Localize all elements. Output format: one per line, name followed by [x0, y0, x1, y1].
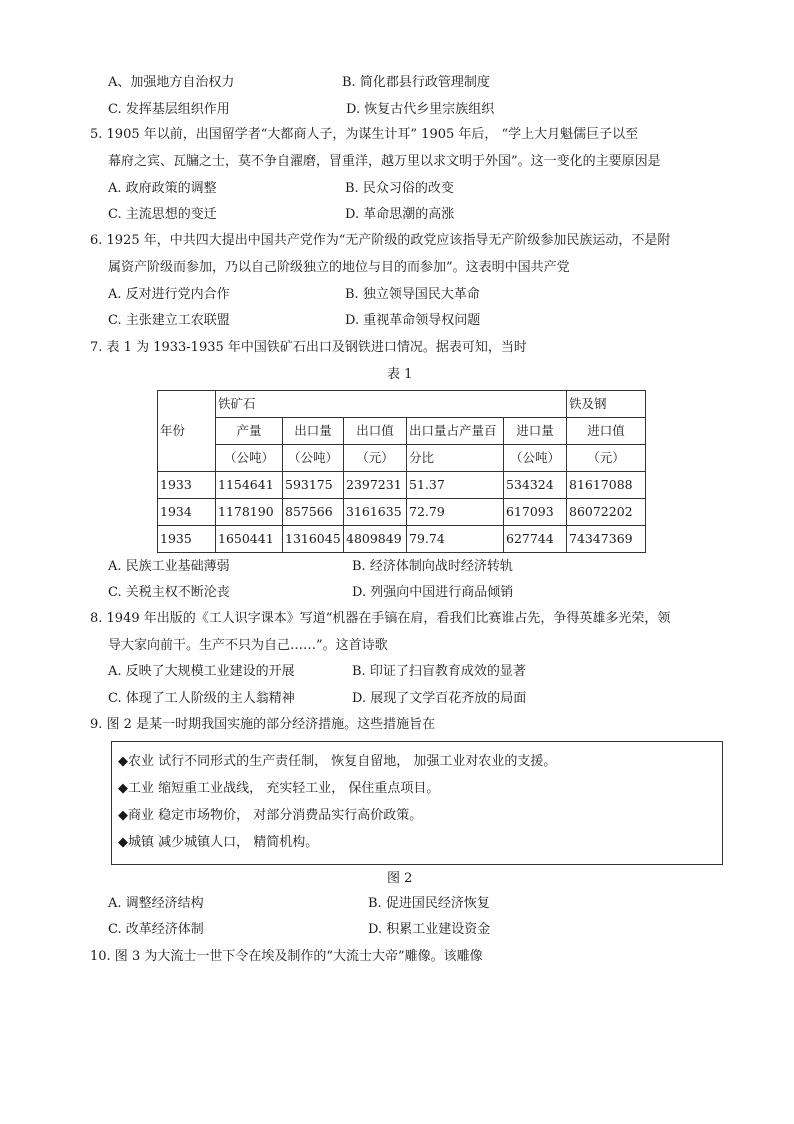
q4-option-c: C. 发挥基层组织作用: [108, 102, 230, 117]
table1-cell: 86072202: [567, 499, 646, 526]
table1-cell: 3161635: [344, 499, 407, 526]
table1-header-ratio: 出口量占产量百: [407, 418, 504, 445]
q7-option-b: B. 经济体制向战时经济转轨: [352, 559, 513, 574]
table1-unit-import-val: （元）: [567, 445, 646, 472]
table1-cell: 1316045: [283, 526, 344, 553]
table1-header-export-qty: 出口量: [283, 418, 344, 445]
table1-cell: 617093: [504, 499, 567, 526]
q6-option-c: C. 主张建立工农联盟: [108, 313, 230, 328]
figure2-line-commerce: ◆商业 稳定市场物价， 对部分消费品实行高价政策。: [118, 808, 423, 823]
q9-option-a: A. 调整经济结构: [108, 896, 204, 911]
q6-stem-line2: 属资产阶级而参加，乃以自己阶级独立的地位与目的而参加”。这表明中国共产党: [108, 260, 570, 275]
table1-unit-import-qty: （公吨）: [504, 445, 567, 472]
table1-cell: 1154641: [216, 472, 283, 499]
table1-cell: 2397231: [344, 472, 407, 499]
table1-header-output: 产量: [216, 418, 283, 445]
q6-option-b: B. 独立领导国民大革命: [345, 287, 480, 302]
table1-cell: 4809849: [344, 526, 407, 553]
q9-option-b: B. 促进国民经济恢复: [368, 896, 490, 911]
table1-cell: 857566: [283, 499, 344, 526]
table1-cell: 1934: [158, 499, 216, 526]
table-row: [158, 499, 646, 526]
table1-cell: 72.79: [407, 499, 504, 526]
table1-unit-ratio: 分比: [407, 445, 504, 472]
figure2-line-industry: ◆工业 缩短重工业战线， 充实轻工业， 保住重点项目。: [118, 781, 440, 796]
q8-option-a: A. 反映了大规模工业建设的开展: [108, 664, 295, 679]
table1-header-import-val: 进口值: [567, 418, 646, 445]
table1-cell: 81617088: [567, 472, 646, 499]
figure2-line-agriculture: ◆农业 试行不同形式的生产责任制， 恢复自留地， 加强工业对农业的支援。: [118, 754, 557, 769]
q5-option-b: B. 民众习俗的改变: [345, 181, 454, 196]
q8-stem-line1: 8. 1949 年出版的《工人识字课本》写道“机器在手镐在肩，看我们比赛谁占先，争得英雄多光荣，领: [90, 611, 671, 626]
table-row: [158, 526, 646, 553]
table1-group-iron-steel: 铁及钢: [567, 391, 646, 418]
q6-stem-line1: 6. 1925 年，中共四大提出中国共产党作为“无产阶级的政党应该指导无产阶级参加民族运动，不是附: [90, 233, 671, 248]
figure2-title: 图 2: [387, 871, 413, 886]
q10-stem-line1: 10. 图 3 为大流士一世下令在埃及制作的“大流士大帝”雕像。该雕像: [90, 949, 483, 964]
q7-stem-line1: 7. 表 1 为 1933-1935 年中国铁矿石出口及钢铁进口情况。据表可知，当时: [90, 340, 527, 355]
q5-stem-line2: 幕府之宾、瓦牖之士，莫不争自濯磨，冒重洋，越万里以求文明于外国”。这一变化的主要原因是: [108, 154, 661, 169]
figure2-box: [111, 741, 723, 865]
table1: [157, 390, 646, 553]
table1-cell: 593175: [283, 472, 344, 499]
q7-option-d: D. 列强向中国进行商品倾销: [352, 585, 514, 600]
q8-option-b: B. 印证了扫盲教育成效的显著: [352, 664, 526, 679]
q6-option-d: D. 重视革命领导权问题: [345, 313, 481, 328]
q5-option-a: A. 政府政策的调整: [108, 181, 217, 196]
q4-option-a: A、加强地方自治权力: [108, 75, 235, 90]
table1-cell: 1178190: [216, 499, 283, 526]
table1-header-import-qty: 进口量: [504, 418, 567, 445]
table1-unit-export-qty: （公吨）: [283, 445, 344, 472]
table1-cell: 627744: [504, 526, 567, 553]
table1-header-export-val: 出口值: [344, 418, 407, 445]
q5-option-d: D. 革命思潮的高涨: [345, 207, 455, 222]
table1-cell: 1933: [158, 472, 216, 499]
figure2-line-towns: ◆城镇 减少城镇人口， 精简机构。: [118, 835, 319, 850]
q6-option-a: A. 反对进行党内合作: [108, 287, 230, 302]
q9-option-d: D. 积累工业建设资金: [368, 922, 491, 937]
q8-stem-line2: 导大家向前干。生产不只为自己……”。这首诗歌: [108, 638, 388, 653]
table-row: [158, 472, 646, 499]
table1-cell: 1650441: [216, 526, 283, 553]
q9-stem-line1: 9. 图 2 是某一时期我国实施的部分经济措施。这些措施旨在: [90, 717, 436, 732]
q7-option-c: C. 关税主权不断沦丧: [108, 585, 230, 600]
table1-unit-export-val: （元）: [344, 445, 407, 472]
q4-option-d: D. 恢复古代乡里宗族组织: [346, 102, 495, 117]
table1-cell: 1935: [158, 526, 216, 553]
table1-title: 表 1: [387, 367, 413, 382]
table1-group-iron-ore: 铁矿石: [216, 391, 567, 418]
q5-option-c: C. 主流思想的变迁: [108, 207, 217, 222]
q4-option-b: B. 简化郡县行政管理制度: [342, 75, 490, 90]
q5-stem-line1: 5. 1905 年以前，出国留学者“大都商人子，为谋生计耳” 1905 年后， “学上大月魁儒巨子以至: [90, 127, 639, 142]
table1-unit-output: （公吨）: [216, 445, 283, 472]
q7-option-a: A. 民族工业基础薄弱: [108, 559, 230, 574]
table1-year-header: 年份: [158, 391, 216, 472]
table1-cell: 51.37: [407, 472, 504, 499]
q9-option-c: C. 改革经济体制: [108, 922, 204, 937]
table1-cell: 534324: [504, 472, 567, 499]
q8-option-d: D. 展现了文学百花齐放的局面: [352, 691, 527, 706]
table1-cell: 74347369: [567, 526, 646, 553]
q8-option-c: C. 体现了工人阶级的主人翁精神: [108, 691, 295, 706]
table1-cell: 79.74: [407, 526, 504, 553]
